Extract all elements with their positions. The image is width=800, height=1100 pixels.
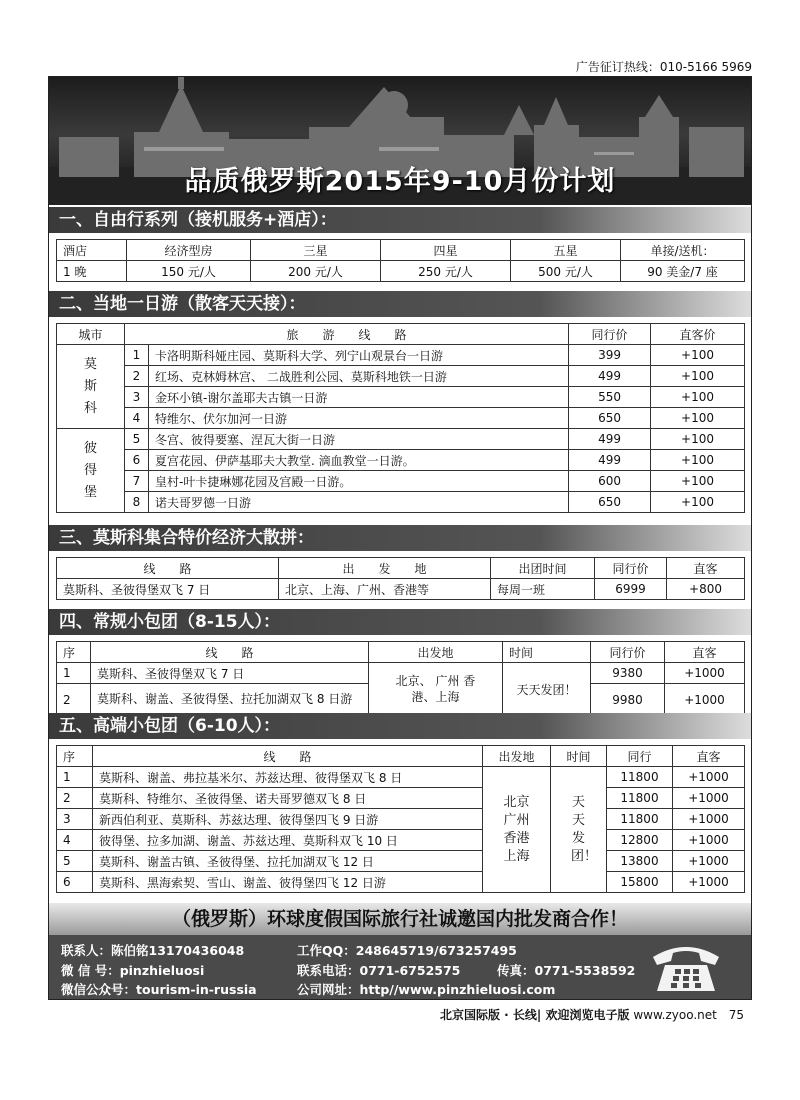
route-cell: 彼得堡、拉多加湖、谢盖、苏兹达理、莫斯科双飞 10 日 <box>93 830 483 851</box>
cell: 北京、上海、广州、香港等 <box>279 579 491 600</box>
route-cell: 莫斯科、特维尔、圣彼得堡、诺夫哥罗德双飞 8 日 <box>93 788 483 809</box>
row-number: 5 <box>125 429 149 450</box>
table-row <box>57 492 745 513</box>
table-header-row <box>57 558 745 579</box>
table-row <box>57 788 745 809</box>
row-number: 3 <box>125 387 149 408</box>
departure-cell: 北京、 广州 香港、上海 <box>369 663 503 716</box>
header-cell: 线 路 <box>57 558 279 579</box>
header-cell: 同行 <box>607 746 673 767</box>
cell: 1 晚 <box>57 261 127 282</box>
direct-price: +1000 <box>673 830 745 851</box>
row-number: 6 <box>57 872 93 893</box>
row-number: 5 <box>57 851 93 872</box>
self-guided-table <box>56 239 745 282</box>
header-cell: 出发地 <box>369 642 503 663</box>
cell: 150 元/人 <box>127 261 251 282</box>
page-number: 75 <box>728 1008 744 1022</box>
row-number: 4 <box>57 830 93 851</box>
time-cell: 天天发团！ <box>551 767 607 893</box>
contact-qq: 工作QQ：248645719/673257495 <box>297 943 517 958</box>
direct-price: +1000 <box>673 809 745 830</box>
direct-price: +100 <box>651 429 745 450</box>
edition-label: 北京国际版 · 长线| 欢迎浏览电子版 <box>440 1008 630 1022</box>
header-cell: 四星 <box>381 240 511 261</box>
header-cell: 直客 <box>667 558 745 579</box>
row-number: 6 <box>125 450 149 471</box>
cell: 莫斯科、圣彼得堡双飞 7 日 <box>57 579 279 600</box>
route-cell: 莫斯科、谢盖古镇、圣彼得堡、拉托加湖双飞 12 日 <box>93 851 483 872</box>
header-cell: 五星 <box>511 240 621 261</box>
direct-price: +100 <box>651 387 745 408</box>
route-cell: 新西伯利亚、莫斯科、苏兹达理、彼得堡四飞 9 日游 <box>93 809 483 830</box>
direct-price: +1000 <box>673 767 745 788</box>
contact-wechat: 微 信 号：pinzhieluosi <box>61 963 205 978</box>
direct-price: +100 <box>651 492 745 513</box>
cell: 每周一班 <box>491 579 595 600</box>
contact-public-account: 微信公众号：tourism-in-russia <box>61 982 257 997</box>
route-cell: 皇村-叶卡捷琳娜花园及宫殿一日游。 <box>149 471 569 492</box>
day-tour-table <box>56 323 745 513</box>
header-cell: 线 路 <box>93 746 483 767</box>
site-url: www.zyoo.net <box>633 1008 717 1022</box>
header-cell: 城市 <box>57 324 125 345</box>
header-cell: 出团时间 <box>491 558 595 579</box>
peer-price: 9380 <box>591 663 665 684</box>
header-cell: 时间 <box>551 746 607 767</box>
premium-small-group-table <box>56 745 745 893</box>
direct-price: +1000 <box>665 684 745 716</box>
peer-price: 499 <box>569 366 651 387</box>
table-row <box>57 663 745 684</box>
table-header-row <box>57 324 745 345</box>
peer-price: 11800 <box>607 767 673 788</box>
header-cell: 序 <box>57 746 93 767</box>
peer-price: 499 <box>569 429 651 450</box>
banner <box>49 77 751 205</box>
header-cell: 同行价 <box>595 558 667 579</box>
header-cell: 序 <box>57 642 91 663</box>
header-cell: 同行价 <box>569 324 651 345</box>
header-cell: 经济型房 <box>127 240 251 261</box>
section-5-heading: 五、高端小包团（6-10人）： <box>49 713 751 739</box>
direct-price: +100 <box>651 408 745 429</box>
peer-price: 650 <box>569 408 651 429</box>
departure-cell: 北京 广州 香港 上海 <box>483 767 551 893</box>
contact-tel: 联系电话：0771-6752575 <box>297 963 461 978</box>
header-cell: 线 路 <box>91 642 369 663</box>
route-cell: 夏宫花园、伊萨基耶夫大教堂. 滴血教堂一日游。 <box>149 450 569 471</box>
route-cell: 莫斯科、黑海索契、雪山、谢盖、彼得堡四飞 12 日游 <box>93 872 483 893</box>
row-number: 2 <box>57 684 91 716</box>
header-cell: 直客价 <box>651 324 745 345</box>
direct-price: +1000 <box>673 851 745 872</box>
cell: +800 <box>667 579 745 600</box>
table-row <box>57 872 745 893</box>
table-row <box>57 366 745 387</box>
peer-price: 15800 <box>607 872 673 893</box>
section-4-heading: 四、常规小包团（8-15人）： <box>49 609 751 635</box>
telephone-icon <box>649 939 723 995</box>
cell: 90 美金/7 座 <box>621 261 745 282</box>
cell: 250 元/人 <box>381 261 511 282</box>
table-row <box>57 830 745 851</box>
route-cell: 特维尔、伏尔加河一日游 <box>149 408 569 429</box>
contact-website: 公司网址：http//www.pinzhieluosi.com <box>297 982 556 997</box>
header-cell: 酒店 <box>57 240 127 261</box>
direct-price: +1000 <box>673 788 745 809</box>
table-row <box>57 450 745 471</box>
row-number: 2 <box>125 366 149 387</box>
section-2-heading: 二、当地一日游（散客天天接）： <box>49 291 751 317</box>
direct-price: +100 <box>651 345 745 366</box>
peer-price: 11800 <box>607 809 673 830</box>
route-cell: 诺夫哥罗德一日游 <box>149 492 569 513</box>
route-cell: 金环小镇-谢尔盖耶夫古镇一日游 <box>149 387 569 408</box>
header-cell: 旅 游 线 路 <box>125 324 569 345</box>
header-cell: 出发地 <box>483 746 551 767</box>
peer-price: 11800 <box>607 788 673 809</box>
table-row <box>57 471 745 492</box>
banner-title: 品质俄罗斯2015年9-10月份计划 <box>184 166 616 197</box>
row-number: 1 <box>125 345 149 366</box>
table-row <box>57 809 745 830</box>
header-cell: 同行价 <box>591 642 665 663</box>
cell: 500 元/人 <box>511 261 621 282</box>
table-row <box>57 387 745 408</box>
row-number: 8 <box>125 492 149 513</box>
direct-price: +100 <box>651 366 745 387</box>
peer-price: 650 <box>569 492 651 513</box>
peer-price: 600 <box>569 471 651 492</box>
header-cell: 直客 <box>665 642 745 663</box>
slogan-band: （俄罗斯）环球度假国际旅行社诚邀国内批发商合作！ <box>49 903 751 935</box>
row-number: 2 <box>57 788 93 809</box>
route-cell: 卡洛明斯科娅庄园、莫斯科大学、列宁山观景台一日游 <box>149 345 569 366</box>
city-cell: 彼得堡 <box>57 429 125 513</box>
header-cell: 单接/送机： <box>621 240 745 261</box>
table-header-row <box>57 642 745 663</box>
direct-price: +100 <box>651 471 745 492</box>
route-cell: 莫斯科、谢盖、弗拉基米尔、苏兹达理、彼得堡双飞 8 日 <box>93 767 483 788</box>
route-cell: 莫斯科、圣彼得堡双飞 7 日 <box>91 663 369 684</box>
regular-small-group-table <box>56 641 745 716</box>
peer-price: 12800 <box>607 830 673 851</box>
direct-price: +1000 <box>673 872 745 893</box>
cell: 200 元/人 <box>251 261 381 282</box>
page-footer <box>440 1006 744 1023</box>
row-number: 7 <box>125 471 149 492</box>
table-header-row <box>57 746 745 767</box>
table-row <box>57 345 745 366</box>
header-cell: 直客 <box>673 746 745 767</box>
route-cell: 冬宫、彼得要塞、涅瓦大街一日游 <box>149 429 569 450</box>
economy-group-table <box>56 557 745 600</box>
header-cell: 时间 <box>503 642 591 663</box>
time-cell: 天天发团！ <box>503 663 591 716</box>
table-row <box>57 429 745 450</box>
contact-panel <box>49 935 751 999</box>
city-cell: 莫斯科 <box>57 345 125 429</box>
cell: 6999 <box>595 579 667 600</box>
row-number: 1 <box>57 663 91 684</box>
table-row <box>57 851 745 872</box>
direct-price: +1000 <box>665 663 745 684</box>
section-3-heading: 三、莫斯科集合特价经济大散拼： <box>49 525 751 551</box>
ad-frame <box>48 76 752 1000</box>
table-row <box>57 408 745 429</box>
header-cell: 三星 <box>251 240 381 261</box>
row-number: 4 <box>125 408 149 429</box>
route-cell: 莫斯科、谢盖、圣彼得堡、拉托加湖双飞 8 日游 <box>91 684 369 716</box>
route-cell: 红场、克林姆林宫、 二战胜利公园、莫斯科地铁一日游 <box>149 366 569 387</box>
row-number: 1 <box>57 767 93 788</box>
direct-price: +100 <box>651 450 745 471</box>
table-row <box>57 261 745 282</box>
peer-price: 550 <box>569 387 651 408</box>
contact-person: 联系人：陈伯铭13170436048 <box>61 943 245 958</box>
section-1-heading: 一、自由行系列（接机服务+酒店）： <box>49 207 751 233</box>
table-row <box>57 579 745 600</box>
peer-price: 399 <box>569 345 651 366</box>
contact-fax: 传真：0771-5538592 <box>497 963 636 978</box>
row-number: 3 <box>57 809 93 830</box>
ad-hotline: 广告征订热线：010-5166 5969 <box>575 60 752 74</box>
table-row <box>57 767 745 788</box>
table-header-row <box>57 240 745 261</box>
header-cell: 出 发 地 <box>279 558 491 579</box>
peer-price: 13800 <box>607 851 673 872</box>
peer-price: 9980 <box>591 684 665 716</box>
peer-price: 499 <box>569 450 651 471</box>
